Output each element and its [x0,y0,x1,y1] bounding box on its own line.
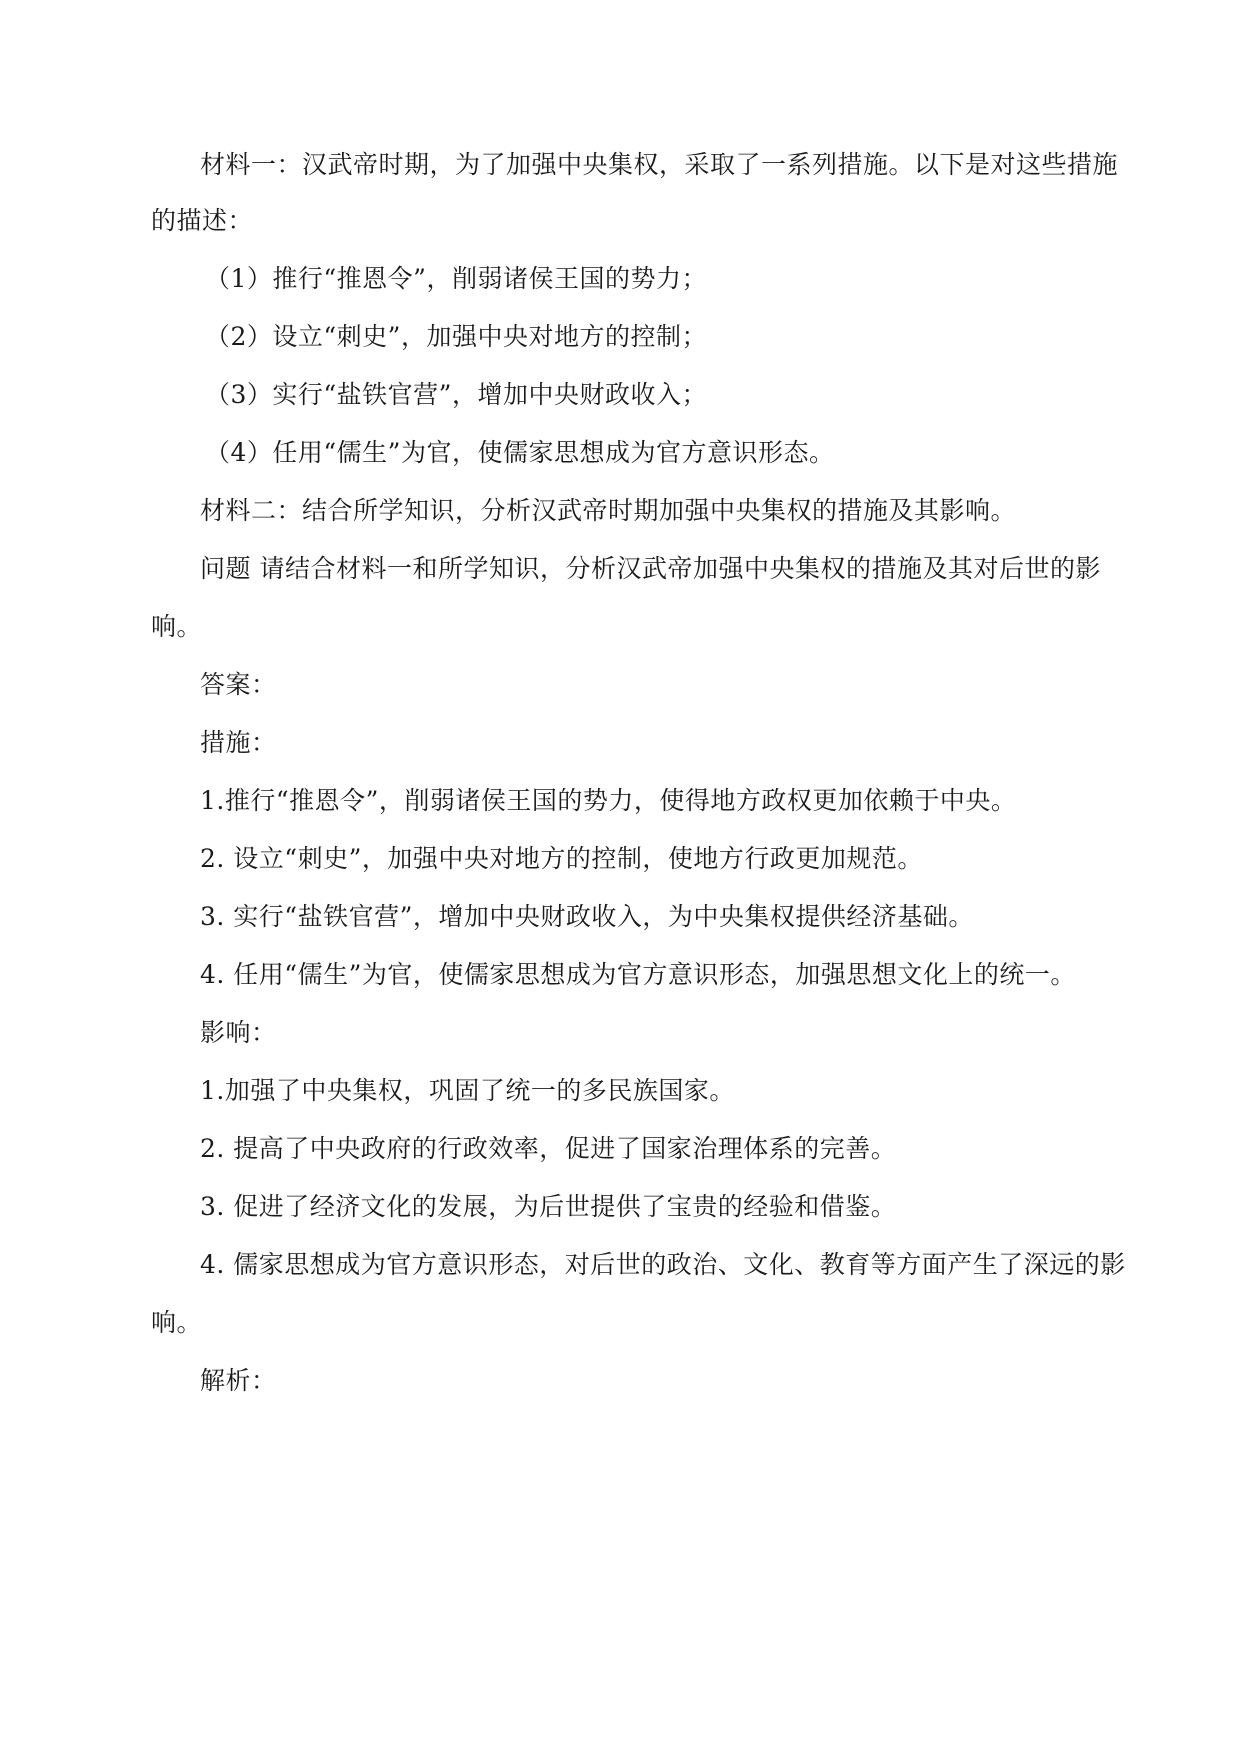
influence-heading: 影响： [200,1018,277,1047]
answer-measure-2: 2. 设立“刺史”，加强中央对地方的控制，使地方行政更加规范。 [200,844,923,873]
measures-heading: 措施： [200,728,277,757]
measure-item-1: （1）推行“推恩令”，削弱诸侯王国的势力； [205,264,707,293]
measure-item-3: （3）实行“盐铁官营”，增加中央财政收入； [205,380,707,409]
influence-item-4-line-1: 4. 儒家思想成为官方意识形态，对后世的政治、文化、教育等方面产生了深远的影 [200,1250,1126,1279]
answer-measure-3: 3. 实行“盐铁官营”，增加中央财政收入，为中央集权提供经济基础。 [200,902,974,931]
answer-measure-4: 4. 任用“儒生”为官，使儒家思想成为官方意识形态，加强思想文化上的统一。 [200,960,1076,989]
question-line-1: 问题 请结合材料一和所学知识，分析汉武帝加强中央集权的措施及其对后世的影 [200,554,1101,583]
influence-item-4-line-2: 响。 [151,1308,203,1337]
measure-item-4: （4）任用“儒生”为官，使儒家思想成为官方意识形态。 [205,438,835,467]
analysis-heading: 解析： [200,1366,277,1395]
influence-item-1: 1.加强了中央集权，巩固了统一的多民族国家。 [200,1076,735,1105]
material-two-line: 材料二：结合所学知识，分析汉武帝时期加强中央集权的措施及其影响。 [200,496,1017,525]
influence-item-2: 2. 提高了中央政府的行政效率，促进了国家治理体系的完善。 [200,1134,897,1163]
question-line-2: 响。 [151,612,203,641]
measure-item-2: （2）设立“刺史”，加强中央对地方的控制； [205,322,707,351]
answer-heading: 答案： [200,670,277,699]
influence-item-3: 3. 促进了经济文化的发展，为后世提供了宝贵的经验和借鉴。 [200,1192,897,1221]
answer-measure-1: 1.推行“推恩令”，削弱诸侯王国的势力，使得地方政权更加依赖于中央。 [200,786,1017,815]
material-one-line-2: 的描述： [151,206,254,235]
material-one-line-1: 材料一：汉武帝时期，为了加强中央集权，采取了一系列措施。以下是对这些措施 [200,150,1119,179]
